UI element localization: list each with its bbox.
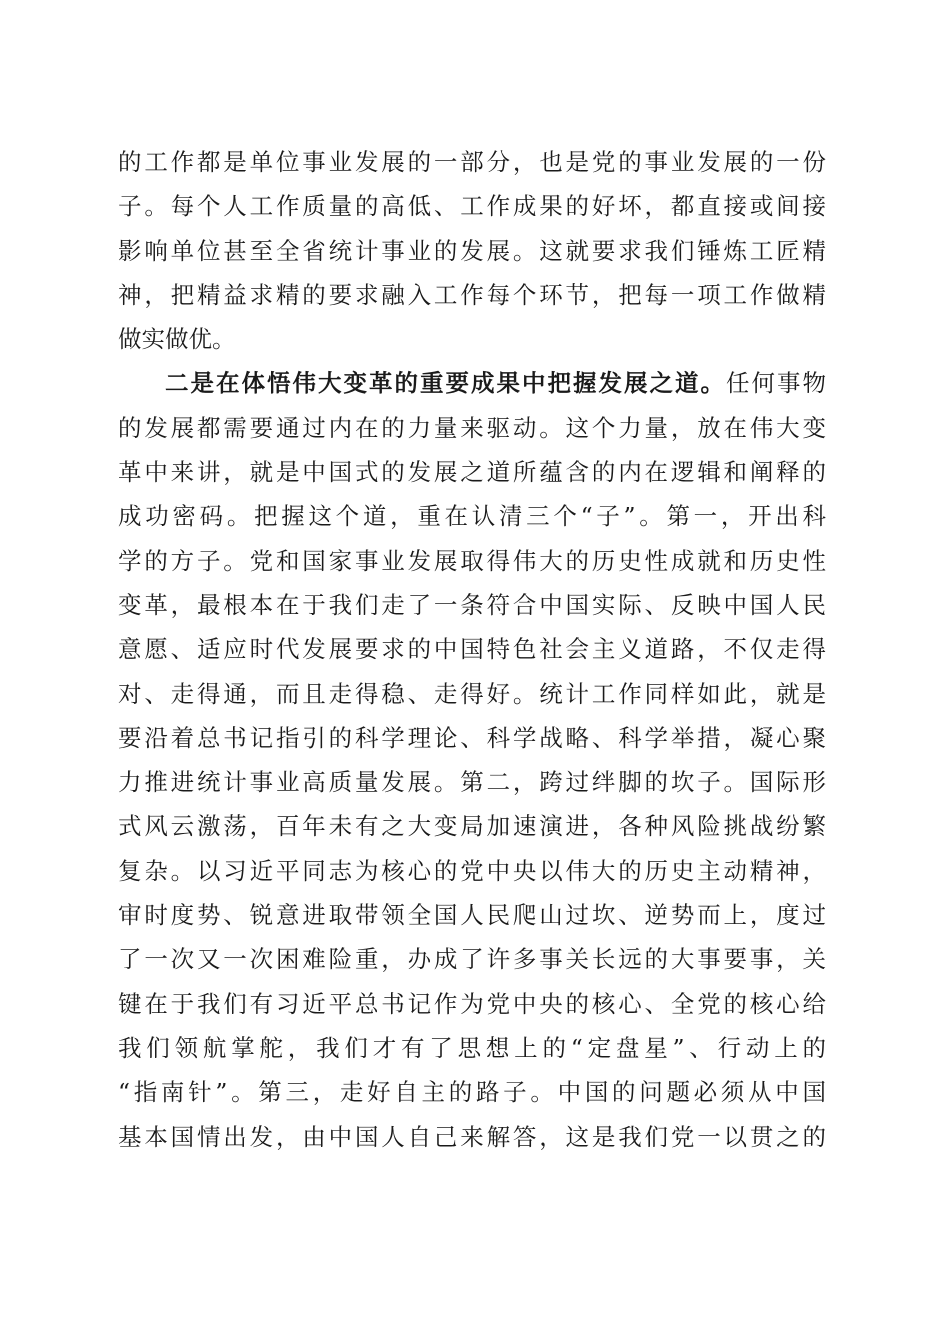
body-text xyxy=(118,140,826,1159)
text-line: 键在于我们有习近平总书记作为党中央的核心、全党的核心给 xyxy=(118,989,826,1018)
text-line: 复杂。以习近平同志为核心的党中央以伟大的历史主动精神， xyxy=(118,856,826,885)
text-line: “指南针”。第三，走好自主的路子。中国的问题必须从中国 xyxy=(118,1078,826,1107)
text-line: 意愿、适应时代发展要求的中国特色社会主义道路，不仅走得 xyxy=(118,635,826,664)
text-line: 式风云激荡，百年未有之大变局加速演进，各种风险挑战纷繁 xyxy=(118,812,826,841)
text-line: 革中来讲，就是中国式的发展之道所蕴含的内在逻辑和阐释的 xyxy=(118,458,826,487)
text-line: 成功密码。把握这个道，重在认清三个“子”。第一，开出科 xyxy=(118,502,826,531)
paragraph-2 xyxy=(118,361,826,1158)
text-line: 影响单位甚至全省统计事业的发展。这就要求我们锤炼工匠精 xyxy=(118,236,826,265)
text-line: 力推进统计事业高质量发展。第二，跨过绊脚的坎子。国际形 xyxy=(118,768,826,797)
text-line: 基本国情出发，由中国人自己来解答，这是我们党一以贯之的 xyxy=(118,1122,826,1151)
text-line: 审时度势、锐意进取带领全国人民爬山过坎、逆势而上，度过 xyxy=(118,901,826,930)
text-line: 做实做优。 xyxy=(118,325,236,354)
text-line: 的发展都需要通过内在的力量来驱动。这个力量，放在伟大变 xyxy=(118,413,826,442)
paragraph-heading: 二是在体悟伟大变革的重要成果中把握发展之道。 xyxy=(165,369,726,398)
text-line: 我们领航掌舵，我们才有了思想上的“定盘星”、行动上的 xyxy=(118,1033,826,1062)
text-line: 要沿着总书记指引的科学理论、科学战略、科学举措，凝心聚 xyxy=(118,723,826,752)
text-line: 变革，最根本在于我们走了一条符合中国实际、反映中国人民 xyxy=(118,590,826,619)
text-line: 学的方子。党和国家事业发展取得伟大的历史性成就和历史性 xyxy=(118,546,826,575)
text-line: 子。每个人工作质量的高低、工作成果的好坏，都直接或间接 xyxy=(118,192,826,221)
text-line: 了一次又一次困难险重，办成了许多事关长远的大事要事，关 xyxy=(118,945,826,974)
paragraph-1 xyxy=(118,140,826,361)
text-fragment: 任何事物 xyxy=(726,369,826,398)
paragraph-first-line xyxy=(118,361,826,405)
text-line: 对、走得通，而且走得稳、走得好。统计工作同样如此，就是 xyxy=(118,679,826,708)
text-line: 的工作都是单位事业发展的一部分，也是党的事业发展的一份 xyxy=(118,148,826,176)
text-line: 神，把精益求精的要求融入工作每个环节，把每一项工作做精 xyxy=(118,280,826,309)
